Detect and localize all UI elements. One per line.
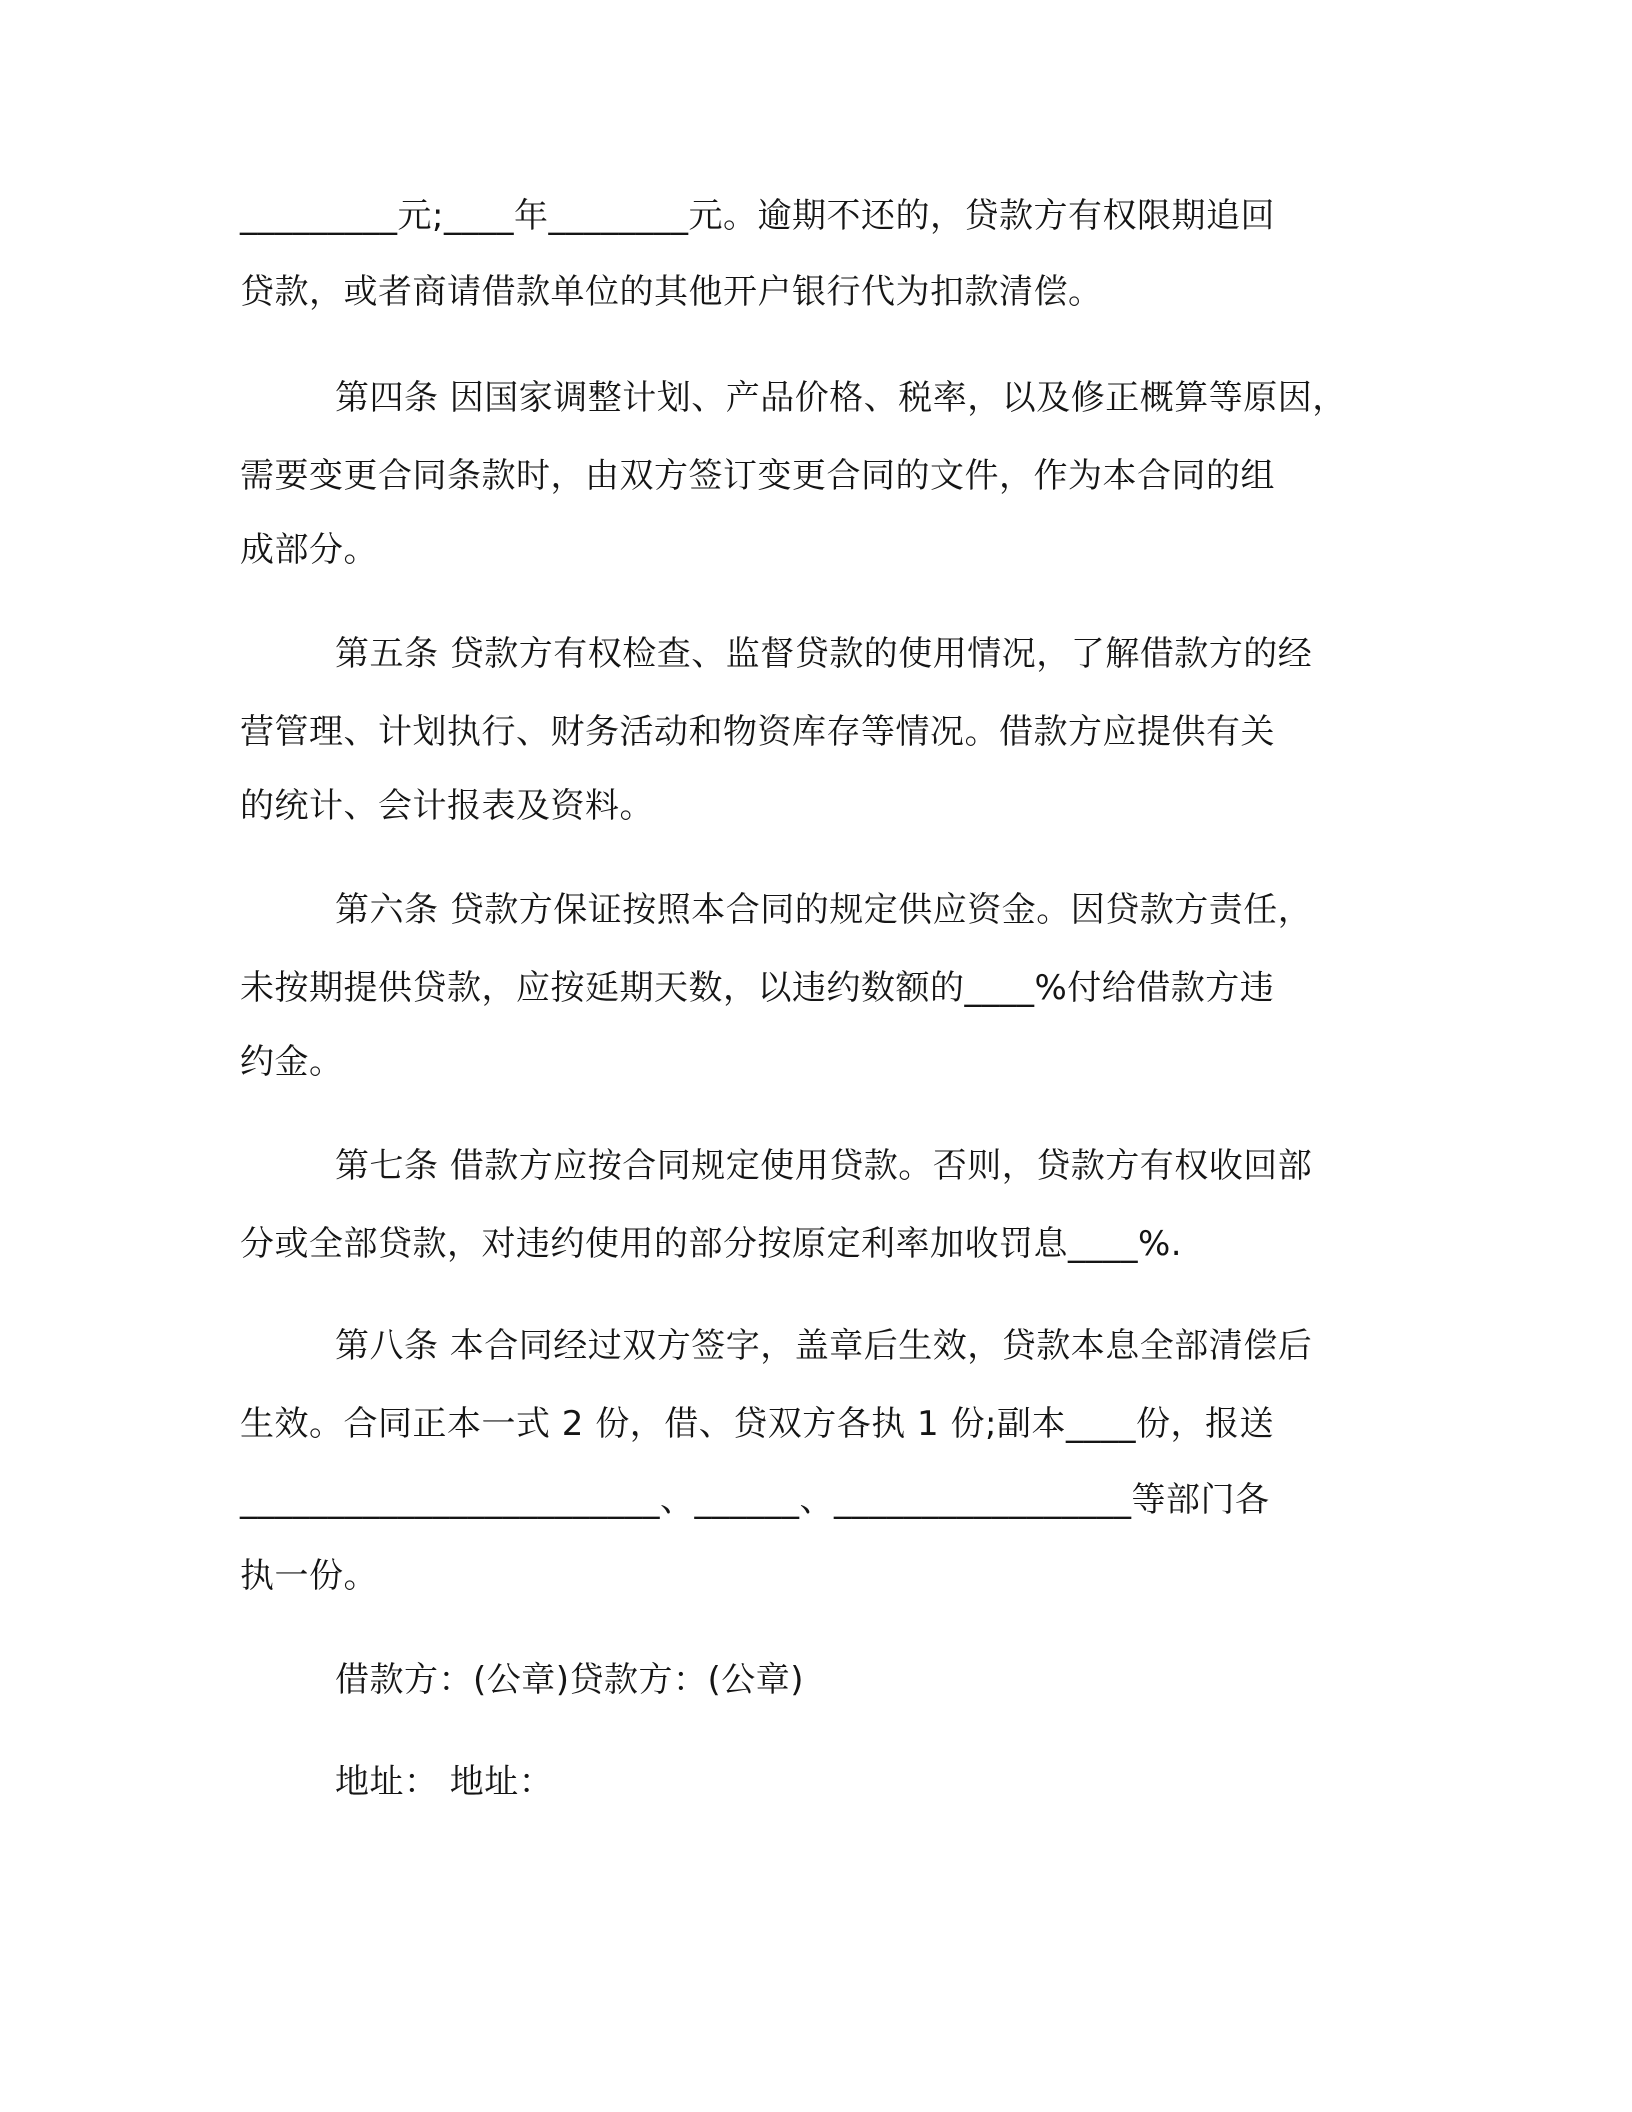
text-line: 分或全部贷款，对违约使用的部分按原定利率加收罚息____%. <box>240 1224 1183 1264</box>
text-line: 成部分。 <box>240 530 378 570</box>
text-line: 的统计、会计报表及资料。 <box>240 786 654 826</box>
text-line: 营管理、计划执行、财务活动和物资库存等情况。借款方应提供有关 <box>240 712 1275 752</box>
text-line: _________元;____年________元。逾期不还的，贷款方有权限期追回 <box>240 196 1275 236</box>
text-line: 贷款，或者商请借款单位的其他开户银行代为扣款清偿。 <box>240 272 1103 312</box>
text-line: 需要变更合同条款时，由双方签订变更合同的文件，作为本合同的组 <box>240 456 1275 496</box>
article-5-heading-line: 第五条 贷款方有权检查、监督贷款的使用情况，了解借款方的经 <box>335 634 1313 674</box>
article-4-heading-line: 第四条 因国家调整计划、产品价格、税率，以及修正概算等原因， <box>335 378 1347 418</box>
article-7-heading-line: 第七条 借款方应按合同规定使用贷款。否则，贷款方有权收回部 <box>335 1146 1313 1186</box>
address-line: 地址： 地址： <box>335 1762 554 1802</box>
text-line: 生效。合同正本一式 2 份，借、贷双方各执 1 份;副本____份，报送 <box>240 1404 1274 1444</box>
article-8-heading-line: 第八条 本合同经过双方签字，盖章后生效，贷款本息全部清偿后 <box>335 1326 1313 1366</box>
text-line: 未按期提供贷款，应按延期天数，以违约数额的____%付给借款方违 <box>240 968 1275 1008</box>
signature-line: 借款方：(公章)贷款方：(公章) <box>335 1660 805 1700</box>
text-line: ________________________、______、_________________等部门各 <box>240 1480 1270 1520</box>
article-6-heading-line: 第六条 贷款方保证按照本合同的规定供应资金。因贷款方责任， <box>335 890 1313 930</box>
text-line: 执一份。 <box>240 1556 378 1596</box>
text-line: 约金。 <box>240 1042 344 1082</box>
